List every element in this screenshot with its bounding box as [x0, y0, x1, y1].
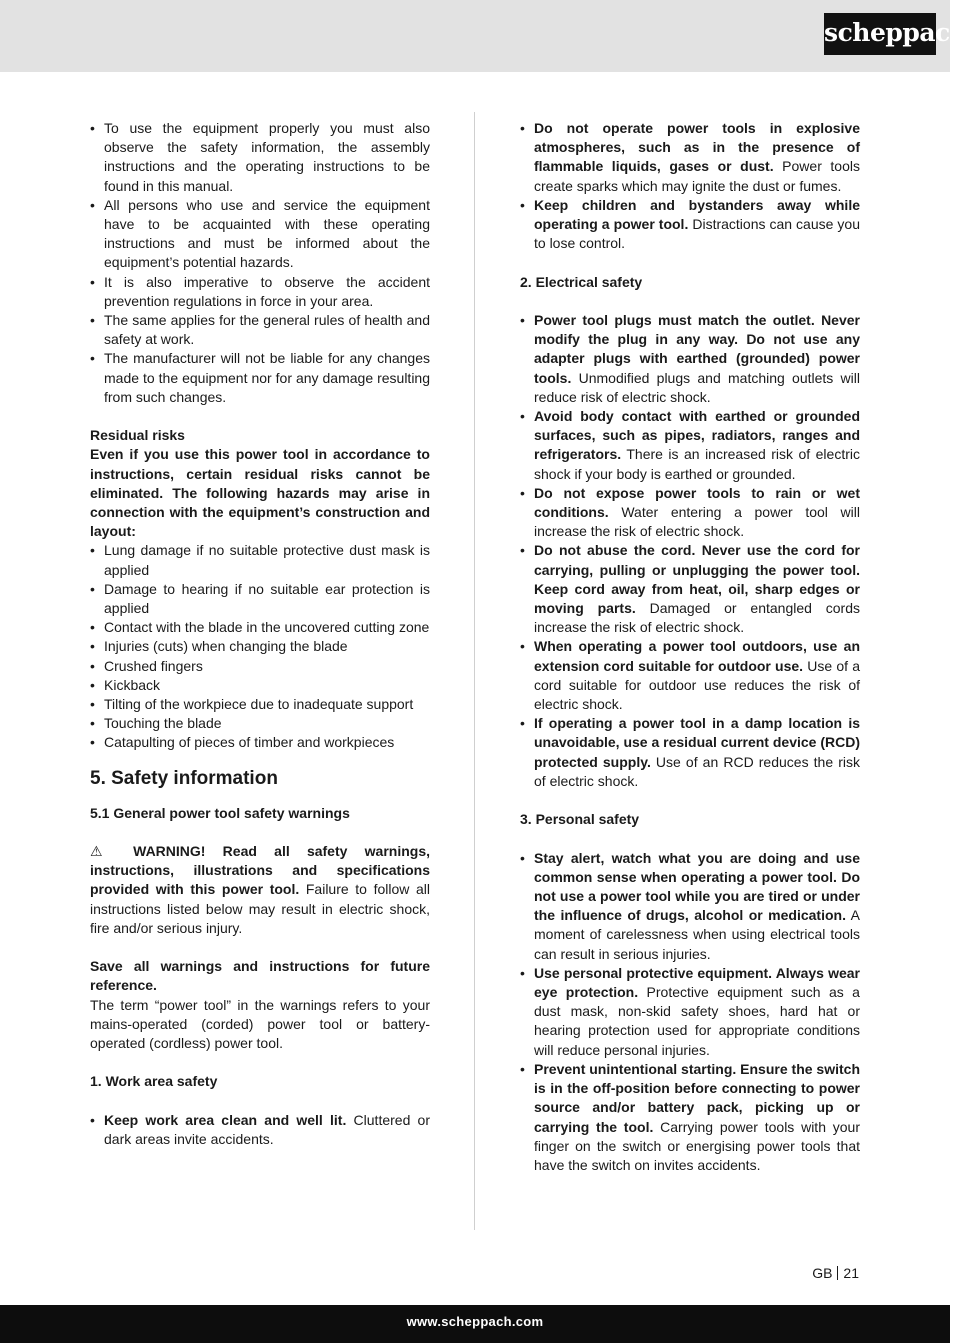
list-item: • The same applies for the general rules of health and safety at work. [90, 311, 430, 349]
save-instructions-note: Save all warnings and instructions for future reference. [90, 958, 430, 994]
personal-safety-list [520, 849, 860, 1175]
electrical-safety-list [520, 311, 860, 791]
header-bar [0, 0, 967, 72]
language-code: GB [812, 1265, 833, 1281]
residual-risks-list [90, 541, 430, 752]
list-item: • Avoid body contact with earthed or grounded surfaces, such as pipes, radiators, ranges and refrigerators. There is an increased risk of electric shock if your body is earthed or grounded. [520, 407, 860, 484]
scheppach-logo: scheppach [824, 13, 936, 55]
separator-bar [837, 1266, 838, 1280]
work-area-heading: 1. Work area safety [90, 1073, 218, 1090]
page-number-value: 21 [843, 1265, 859, 1281]
left-column [90, 119, 430, 1149]
section-title: 5. Safety information [90, 767, 278, 789]
power-tool-term-paragraph: The term “power tool” in the warnings refers to your mains-operated (corded) power tool or battery-operated (cordless) power tool. [90, 996, 430, 1052]
list-item: • Crushed fingers [90, 657, 430, 676]
list-item: • Tilting of the workpiece due to inadequate support [90, 695, 430, 714]
list-item: • Do not operate power tools in explosive atmospheres, such as in the presence of flammable liquids, gases or dust. Power tools create sparks which may ignite the dust or fumes. [520, 119, 860, 196]
list-item: • Damage to hearing if no suitable ear protection is applied [90, 580, 430, 618]
work-area-list [90, 1111, 430, 1149]
list-item: • Keep children and bystanders away while operating a power tool. Distractions can cause you to lose control. [520, 196, 860, 254]
list-item: • It is also imperative to observe the accident prevention regulations in force in your area. [90, 273, 430, 311]
list-item: • Lung damage if no suitable protective dust mask is applied [90, 541, 430, 579]
list-item: • Kickback [90, 676, 430, 695]
list-item: • The manufacturer will not be liable for any changes made to the equipment nor for any damage resulting from such changes. [90, 349, 430, 407]
list-item: • Use personal protective equipment. Always wear eye protection. Protective equipment such as a dust mask, non-skid safety shoes, hard hat or hearing protection used for appropriate conditions will reduce personal injuries. [520, 964, 860, 1060]
list-item: • Injuries (cuts) when changing the blade [90, 637, 430, 656]
website-link[interactable]: www.scheppach.com [406, 1314, 544, 1329]
list-item: • When operating a power tool outdoors, use an extension cord suitable for outdoor use. Use of a cord suitable for outdoor use reduces the risk of electric shock. [520, 637, 860, 714]
list-item: • Do not expose power tools to rain or wet conditions. Water entering a power tool will increase the risk of electric shock. [520, 484, 860, 542]
list-item: • If operating a power tool in a damp location is unavoidable, use a residual current device (RCD) protected supply. Use of an RCD reduces the risk of electric shock. [520, 714, 860, 791]
list-item: • Prevent unintentional starting. Ensure the switch is in the off-position before connecting to power source and/or battery pack, picking up or carrying the tool. Carrying power tools with your finger on the switch or energising power tools that have the switch on invites accidents. [520, 1060, 860, 1175]
list-item: • Keep work area clean and well lit. Cluttered or dark areas invite accidents. [90, 1111, 430, 1149]
footer-bar [0, 1305, 950, 1343]
list-item: • All persons who use and service the equipment have to be acquainted with these operating instructions and must be informed about the equipment’s potential hazards. [90, 196, 430, 273]
list-item: • Do not abuse the cord. Never use the cord for carrying, pulling or unplugging the power tool. Keep cord away from heat, oil, sharp edges or moving parts. Damaged or entangled cords increase the risk of electric shock. [520, 541, 860, 637]
list-item: • Touching the blade [90, 714, 430, 733]
personal-safety-heading: 3. Personal safety [520, 811, 640, 828]
warning-paragraph: ⚠ WARNING! Read all safety warnings, instructions, illustrations and specifications provided with this power tool. Failure to follow all instructions listed below may result in electric shock, fire and/or serious injury. [90, 843, 430, 936]
list-item: • Contact with the blade in the uncovered cutting zone [90, 618, 430, 637]
list-item: • Power tool plugs must match the outlet. Never modify the plug in any way. Do not use any adapter plugs with earthed (grounded) power tools. Unmodified plugs and matching outlets will reduce risk of electric shock. [520, 311, 860, 407]
column-divider [474, 112, 475, 1230]
subsection-title: 5.1 General power tool safety warnings [90, 804, 350, 821]
list-item: • Catapulting of pieces of timber and workpieces [90, 733, 430, 752]
electrical-safety-heading: 2. Electrical safety [520, 273, 643, 290]
list-item: • To use the equipment properly you must also observe the safety information, the assembly instructions and the operating instructions to be found in this manual. [90, 119, 430, 196]
residual-risks-heading: Residual risks [90, 427, 185, 444]
list-item: • Stay alert, watch what you are doing and use common sense when operating a power tool. Do not use a power tool while you are tired or under the influence of drugs, alcohol or medication. A moment of carelessness when using electrical tools can result in serious injuries. [520, 849, 860, 964]
right-column [520, 119, 860, 1175]
page-number [812, 1264, 859, 1283]
work-area-list-continued [520, 119, 860, 253]
intro-list [90, 119, 430, 407]
residual-risks-intro: Even if you use this power tool in accordance to instructions, certain residual risks cannot be eliminated. The following hazards may arise in connection with the equipment’s construction and layout: [90, 446, 430, 540]
